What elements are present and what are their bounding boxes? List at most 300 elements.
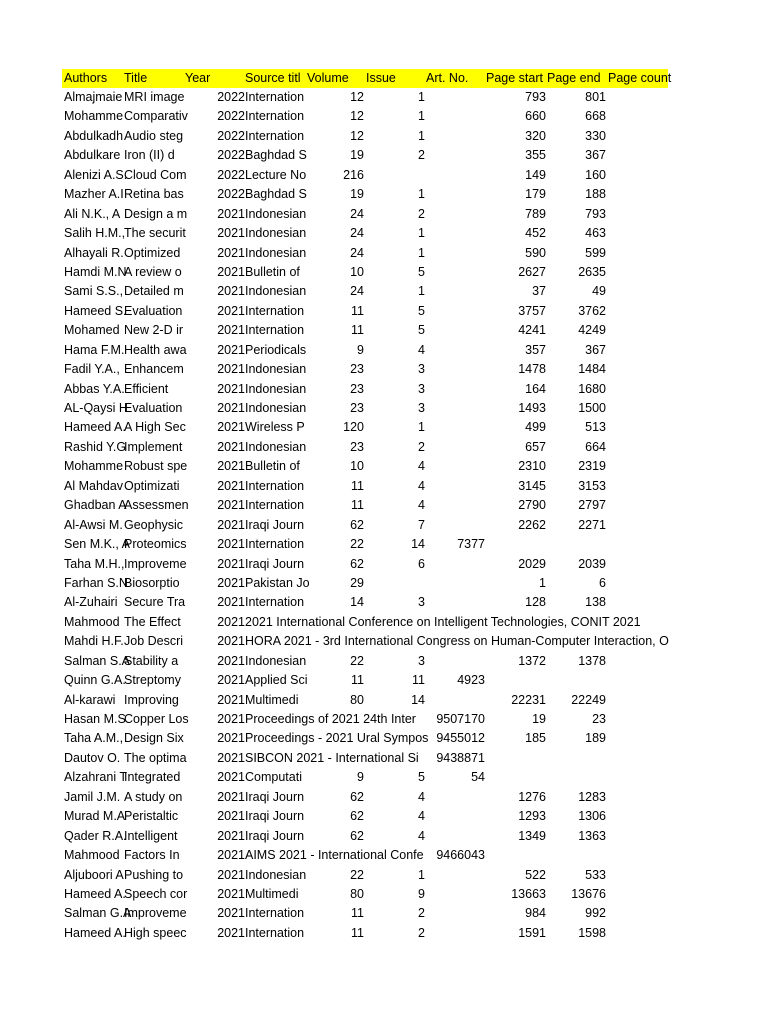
cell-page-start[interactable]: 789 [525,206,546,221]
table-row[interactable] [62,749,668,768]
table-row[interactable] [62,282,668,301]
cell-art-no[interactable]: 9466043 [436,848,485,863]
cell-page-start[interactable]: 452 [525,226,546,241]
cell-issue[interactable]: 6 [418,556,425,571]
cell-volume[interactable]: 22 [350,653,364,668]
cell-volume[interactable]: 62 [350,828,364,843]
table-row[interactable] [62,166,668,185]
cell-author[interactable]: Al-karawi [64,692,116,707]
cell-art-no[interactable]: 4923 [457,673,485,688]
cell-year[interactable]: 2021 [217,362,245,377]
cell-page-end[interactable]: 664 [585,439,606,454]
cell-volume[interactable]: 24 [350,284,364,299]
table-row[interactable] [62,418,668,437]
cell-source-title[interactable]: Indonesian [245,226,307,241]
cell-volume[interactable]: 11 [351,303,364,318]
table-row[interactable] [62,866,668,885]
cell-page-start[interactable]: 128 [525,595,546,610]
cell-year[interactable]: 2021 [217,498,245,513]
cell-issue[interactable]: 1 [418,128,425,143]
cell-source-title[interactable]: SIBCON 2021 - International Si [245,750,419,765]
table-row[interactable] [62,593,668,612]
cell-title[interactable]: Factors In [124,848,180,863]
cell-author[interactable]: Murad M.A [64,809,126,824]
cell-title[interactable]: Audio steg [124,128,184,143]
cell-page-start[interactable]: 1478 [518,362,546,377]
cell-source-title[interactable]: Baghdad S [245,187,307,202]
cell-volume[interactable]: 12 [350,109,364,124]
cell-author[interactable]: Alzahrani T [64,770,127,785]
cell-year[interactable]: 2021 [217,284,245,299]
cell-volume[interactable]: 11 [351,925,364,940]
cell-source-title[interactable]: Indonesian [245,362,307,377]
cell-issue[interactable]: 14 [411,537,425,552]
table-row[interactable] [62,399,668,418]
cell-source-title[interactable]: HORA 2021 - 3rd International Congress on Human-Computer Interaction, O [245,634,669,649]
cell-year[interactable]: 2022 [217,90,245,104]
cell-title[interactable]: Improveme [124,906,187,921]
cell-title[interactable]: Enhancem [124,362,184,377]
cell-issue[interactable]: 1 [418,245,425,260]
cell-title[interactable]: Design Six [124,731,184,746]
cell-author[interactable]: Hamdi M.N [64,264,127,279]
cell-title[interactable]: Efficient [124,381,169,396]
cell-year[interactable]: 2021 [217,517,245,532]
cell-source-title[interactable]: Internation [245,128,305,143]
cell-title[interactable]: Design a m [124,206,188,221]
cell-issue[interactable]: 3 [418,653,425,668]
table-row[interactable] [62,107,668,126]
cell-page-end[interactable]: 1363 [578,828,606,843]
cell-volume[interactable]: 23 [350,439,364,454]
cell-volume[interactable]: 9 [357,770,364,785]
cell-author[interactable]: AL-Qaysi H [64,401,128,415]
cell-issue[interactable]: 5 [418,264,425,279]
cell-author[interactable]: Abdulkare [64,148,121,163]
cell-page-end[interactable]: 49 [592,284,606,299]
cell-author[interactable]: Mahmood [64,848,120,863]
cell-page-start[interactable]: 1591 [518,925,546,940]
cell-page-start[interactable]: 2029 [518,556,546,571]
table-row[interactable] [62,729,668,748]
cell-source-title[interactable]: Computati [245,770,302,785]
cell-issue[interactable]: 1 [418,226,425,241]
cell-title[interactable]: Pushing to [124,867,184,882]
cell-page-start[interactable]: 793 [525,90,546,104]
cell-page-start[interactable]: 355 [525,148,546,163]
cell-author[interactable]: Hameed S. [64,303,127,318]
cell-issue[interactable]: 4 [418,809,425,824]
cell-volume[interactable]: 24 [350,245,364,260]
cell-issue[interactable]: 1 [418,109,425,124]
cell-page-end[interactable]: 463 [585,226,606,241]
cell-page-start[interactable]: 19 [532,712,546,726]
table-row[interactable] [62,321,668,340]
cell-author[interactable]: Almajmaie [64,90,123,104]
cell-volume[interactable]: 24 [350,226,364,241]
cell-page-end[interactable]: 2319 [578,459,606,474]
cell-author[interactable]: Quinn G.A. [64,673,126,688]
cell-page-end[interactable]: 189 [585,731,606,746]
cell-title[interactable]: Copper Los [124,712,189,726]
cell-page-start[interactable]: 660 [525,109,546,124]
cell-year[interactable]: 2021 [217,692,245,707]
cell-author[interactable]: Alhayali R. [64,245,124,260]
table-row[interactable] [62,613,668,632]
cell-year[interactable]: 2021 [217,867,245,882]
table-row[interactable] [62,127,668,146]
cell-issue[interactable]: 2 [418,206,425,221]
table-row[interactable] [62,146,668,165]
cell-year[interactable]: 2021 [217,478,245,493]
cell-source-title[interactable]: Indonesian [245,284,307,299]
cell-page-end[interactable]: 992 [585,906,606,921]
cell-title[interactable]: Assessmen [124,498,189,513]
cell-issue[interactable]: 1 [418,284,425,299]
cell-volume[interactable]: 29 [350,575,364,590]
cell-title[interactable]: The securit [124,226,186,241]
cell-year[interactable]: 2021 [217,653,245,668]
cell-title[interactable]: Secure Tra [124,595,186,610]
cell-page-end[interactable]: 160 [585,167,606,182]
cell-page-end[interactable]: 1598 [578,925,606,940]
table-row[interactable] [62,88,668,107]
cell-source-title[interactable]: AIMS 2021 - International Confe [245,848,424,863]
cell-page-end[interactable]: 3762 [578,303,606,318]
cell-year[interactable]: 2021 [217,789,245,804]
cell-author[interactable]: Mohamme [64,459,124,474]
cell-page-start[interactable]: 3757 [518,303,546,318]
header-source-title[interactable]: Source titl [245,71,301,85]
cell-source-title[interactable]: Indonesian [245,653,307,668]
cell-author[interactable]: Hameed A. [64,886,126,901]
cell-volume[interactable]: 11 [351,906,364,921]
cell-page-start[interactable]: 149 [525,167,546,182]
cell-page-end[interactable]: 1500 [578,401,606,415]
table-row[interactable] [62,496,668,515]
table-row[interactable] [62,846,668,865]
cell-volume[interactable]: 11 [351,498,364,513]
cell-source-title[interactable]: Iraqi Journ [245,809,305,824]
table-row[interactable] [62,477,668,496]
cell-issue[interactable]: 4 [418,342,425,357]
cell-page-start[interactable]: 522 [525,867,546,882]
cell-year[interactable]: 2021 [217,556,245,571]
table-row[interactable] [62,438,668,457]
cell-source-title[interactable]: Indonesian [245,401,307,415]
table-row[interactable] [62,185,668,204]
cell-year[interactable]: 2022 [217,128,245,143]
cell-source-title[interactable]: Indonesian [245,206,307,221]
cell-page-start[interactable]: 357 [525,342,546,357]
cell-source-title[interactable]: Indonesian [245,245,307,260]
cell-source-title[interactable]: Iraqi Journ [245,789,305,804]
cell-source-title[interactable]: Iraqi Journ [245,828,305,843]
cell-title[interactable]: Cloud Com [124,167,187,182]
cell-source-title[interactable]: Periodicals [245,342,307,357]
table-row[interactable] [62,360,668,379]
cell-page-end[interactable]: 367 [585,342,606,357]
cell-title[interactable]: Optimized [124,245,181,260]
cell-volume[interactable]: 9 [357,342,364,357]
cell-author[interactable]: Al-Awsi M. [64,517,123,532]
cell-year[interactable]: 2021 [217,809,245,824]
cell-volume[interactable]: 10 [350,459,364,474]
cell-source-title[interactable]: Indonesian [245,381,307,396]
cell-author[interactable]: Alenizi A.S. [64,167,128,182]
header-volume[interactable]: Volume [307,71,349,85]
cell-page-end[interactable]: 2271 [578,517,606,532]
cell-author[interactable]: Qader R.A. [64,828,127,843]
cell-issue[interactable]: 1 [418,867,425,882]
cell-year[interactable]: 2021 [217,634,245,649]
cell-volume[interactable]: 19 [350,187,364,202]
cell-volume[interactable]: 23 [350,381,364,396]
cell-source-title[interactable]: Multimedi [245,692,299,707]
cell-title[interactable]: Intelligent [124,828,178,843]
header-issue[interactable]: Issue [366,71,396,85]
cell-page-start[interactable]: 2790 [518,498,546,513]
cell-issue[interactable]: 1 [418,187,425,202]
cell-page-end[interactable]: 1484 [578,362,606,377]
cell-issue[interactable]: 9 [418,886,425,901]
cell-title[interactable]: Health awa [124,342,187,357]
cell-title[interactable]: Retina bas [124,187,184,202]
cell-issue[interactable]: 4 [418,828,425,843]
cell-page-start[interactable]: 499 [525,420,546,435]
cell-page-start[interactable]: 657 [525,439,546,454]
cell-page-start[interactable]: 185 [525,731,546,746]
cell-source-title[interactable]: Lecture No [245,167,307,182]
cell-source-title[interactable]: Internation [245,906,305,921]
cell-source-title[interactable]: Pakistan Jo [245,575,310,590]
cell-source-title[interactable]: Iraqi Journ [245,556,305,571]
cell-author[interactable]: Aljuboori A [64,867,124,882]
cell-year[interactable]: 2021 [217,770,245,785]
cell-year[interactable]: 2021 [217,595,245,610]
cell-issue[interactable]: 4 [418,498,425,513]
cell-page-end[interactable]: 793 [585,206,606,221]
cell-year[interactable]: 2021 [217,226,245,241]
cell-title[interactable]: High speec [124,925,187,940]
cell-page-start[interactable]: 3145 [518,478,546,493]
cell-volume[interactable]: 14 [350,595,364,610]
cell-volume[interactable]: 62 [350,556,364,571]
cell-title[interactable]: Stability a [124,653,179,668]
cell-title[interactable]: Iron (II) d [124,148,175,163]
cell-page-start[interactable]: 2262 [518,517,546,532]
cell-issue[interactable]: 5 [418,303,425,318]
cell-title[interactable]: Detailed m [124,284,184,299]
spreadsheet[interactable] [62,69,672,943]
cell-author[interactable]: Abdulkadh [64,128,124,143]
cell-source-title[interactable]: Applied Sci [245,673,308,688]
table-row[interactable] [62,768,668,787]
cell-page-start[interactable]: 179 [525,187,546,202]
cell-page-end[interactable]: 4249 [578,323,606,338]
cell-source-title[interactable]: Iraqi Journ [245,517,305,532]
cell-source-title[interactable]: Internation [245,303,305,318]
cell-source-title[interactable]: Internation [245,109,305,124]
cell-volume[interactable]: 23 [350,362,364,377]
table-row[interactable] [62,924,668,943]
cell-issue[interactable]: 2 [418,439,425,454]
cell-page-start[interactable]: 164 [525,381,546,396]
cell-volume[interactable]: 12 [350,128,364,143]
cell-author[interactable]: Rashid Y.G [64,439,127,454]
cell-author[interactable]: Taha M.H., [64,556,125,571]
cell-volume[interactable]: 80 [350,692,364,707]
cell-issue[interactable]: 4 [418,478,425,493]
table-row[interactable] [62,710,668,729]
cell-page-start[interactable]: 590 [525,245,546,260]
cell-art-no[interactable]: 9455012 [436,731,485,746]
cell-title[interactable]: Optimizati [124,478,180,493]
cell-year[interactable]: 2021 [217,264,245,279]
cell-source-title[interactable]: Internation [245,323,305,338]
cell-page-start[interactable]: 37 [532,284,546,299]
cell-year[interactable]: 2021 [217,906,245,921]
table-row[interactable] [62,224,668,243]
cell-year[interactable]: 2021 [217,712,245,726]
cell-year[interactable]: 2021 [217,614,245,629]
cell-title[interactable]: New 2-D ir [124,323,184,338]
cell-author[interactable]: Ali N.K., A [64,206,121,221]
table-row[interactable] [62,244,668,263]
cell-year[interactable]: 2021 [217,245,245,260]
cell-issue[interactable]: 3 [418,401,425,415]
cell-author[interactable]: Hameed A. [64,925,126,940]
table-row[interactable] [62,380,668,399]
table-row[interactable] [62,574,668,593]
header-page-end[interactable]: Page end [547,71,601,85]
cell-issue[interactable]: 2 [418,906,425,921]
header-year[interactable]: Year [185,71,211,85]
cell-page-end[interactable]: 367 [585,148,606,163]
cell-author[interactable]: Abbas Y.A. [64,381,125,396]
table-row[interactable] [62,555,668,574]
cell-page-end[interactable]: 23 [592,712,606,726]
cell-author[interactable]: Taha A.M., [64,731,124,746]
cell-author[interactable]: Ghadban A [64,498,127,513]
cell-page-start[interactable]: 984 [525,906,546,921]
cell-title[interactable]: Comparativ [124,109,188,124]
cell-year[interactable]: 2021 [217,342,245,357]
cell-title[interactable]: Improveme [124,556,187,571]
cell-page-end[interactable]: 1283 [578,789,606,804]
cell-page-end[interactable]: 1306 [578,809,606,824]
cell-author[interactable]: Fadil Y.A., [64,362,120,377]
cell-page-start[interactable]: 1 [539,575,546,590]
table-row[interactable] [62,516,668,535]
cell-art-no[interactable]: 7377 [457,537,485,552]
cell-page-start[interactable]: 2627 [518,264,546,279]
cell-volume[interactable]: 120 [343,420,364,435]
cell-title[interactable]: Implement [124,439,183,454]
table-row[interactable] [62,341,668,360]
cell-year[interactable]: 2021 [217,673,245,688]
cell-volume[interactable]: 216 [343,167,364,182]
cell-author[interactable]: Mohamed [64,323,120,338]
cell-source-title[interactable]: Internation [245,90,305,104]
cell-volume[interactable]: 62 [350,517,364,532]
cell-page-start[interactable]: 13663 [511,886,546,901]
cell-source-title[interactable]: Bulletin of [245,459,300,474]
cell-source-title[interactable]: Proceedings - 2021 Ural Sympos [245,731,429,746]
cell-year[interactable]: 2021 [217,206,245,221]
cell-title[interactable]: Speech cor [124,886,188,901]
header-page-start[interactable]: Page start [486,71,543,85]
cell-source-title[interactable]: Proceedings of 2021 24th Inter [245,712,416,726]
cell-source-title[interactable]: Internation [245,595,305,610]
cell-page-end[interactable]: 6 [599,575,606,590]
header-row[interactable] [62,69,672,88]
cell-volume[interactable]: 80 [350,886,364,901]
cell-page-end[interactable]: 13676 [571,886,606,901]
cell-author[interactable]: Jamil J.M. [64,789,121,804]
cell-source-title[interactable]: Indonesian [245,867,307,882]
cell-page-end[interactable]: 2039 [578,556,606,571]
header-authors[interactable]: Authors [64,71,108,85]
cell-issue[interactable]: 3 [418,595,425,610]
cell-year[interactable]: 2022 [217,167,245,182]
cell-author[interactable]: Mohamme [64,109,124,124]
cell-volume[interactable]: 62 [350,809,364,824]
cell-volume[interactable]: 11 [351,478,364,493]
cell-source-title[interactable]: Bulletin of [245,264,300,279]
table-row[interactable] [62,205,668,224]
cell-issue[interactable]: 7 [418,517,425,532]
cell-issue[interactable]: 11 [412,673,425,688]
cell-title[interactable]: MRI image [124,90,185,104]
cell-page-end[interactable]: 668 [585,109,606,124]
cell-year[interactable]: 2021 [217,303,245,318]
cell-page-end[interactable]: 1378 [578,653,606,668]
header-title[interactable]: Title [124,71,148,85]
cell-year[interactable]: 2022 [217,187,245,202]
cell-year[interactable]: 2022 [217,148,245,163]
cell-author[interactable]: Mahdi H.F. [64,634,124,649]
cell-title[interactable]: Evaluation [124,401,183,415]
cell-art-no[interactable]: 9507170 [436,712,485,726]
cell-source-title[interactable]: Multimedi [245,886,299,901]
cell-source-title[interactable]: Indonesian [245,439,307,454]
cell-title[interactable]: A review o [124,264,182,279]
cell-year[interactable]: 2021 [217,381,245,396]
cell-source-title[interactable]: Internation [245,537,305,552]
cell-author[interactable]: Dautov O. [64,750,121,765]
cell-volume[interactable]: 22 [350,537,364,552]
cell-issue[interactable]: 3 [418,362,425,377]
cell-volume[interactable]: 19 [350,148,364,163]
cell-year[interactable]: 2021 [217,459,245,474]
cell-issue[interactable]: 4 [418,789,425,804]
cell-page-end[interactable]: 188 [585,187,606,202]
table-row[interactable] [62,632,668,651]
cell-title[interactable]: Biosorptio [124,575,180,590]
cell-author[interactable]: Hama F.M. [64,342,125,357]
cell-year[interactable]: 2021 [217,575,245,590]
cell-author[interactable]: Salih H.M., [64,226,126,241]
cell-title[interactable]: The Effect [124,614,181,629]
table-row[interactable] [62,263,668,282]
cell-volume[interactable]: 22 [350,867,364,882]
cell-page-start[interactable]: 4241 [518,323,546,338]
cell-source-title[interactable]: Internation [245,498,305,513]
cell-issue[interactable]: 2 [418,925,425,940]
cell-title[interactable]: The optima [124,750,187,765]
cell-volume[interactable]: 12 [350,90,364,104]
